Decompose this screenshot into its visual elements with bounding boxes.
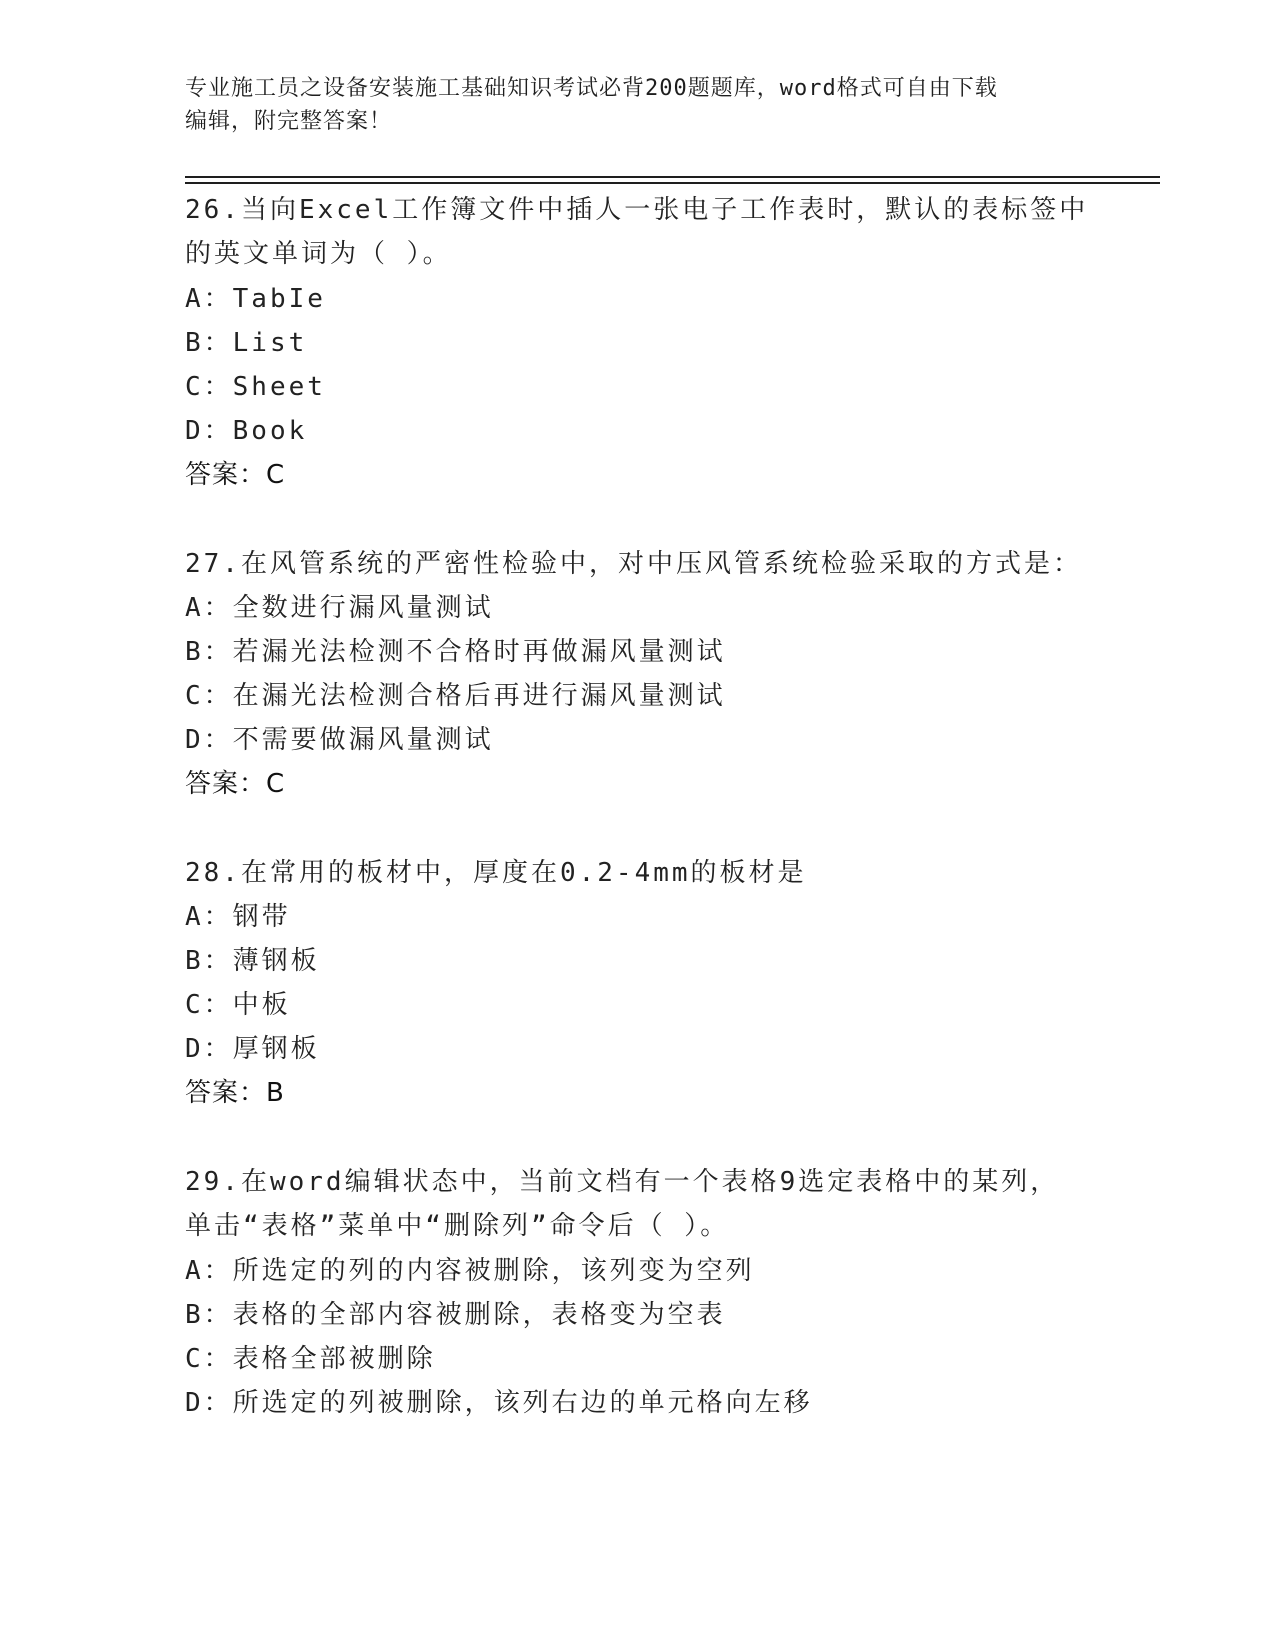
header-line-1: 专业施工员之设备安装施工基础知识考试必背200题题库，word格式可自由下载 (185, 76, 998, 101)
question-27-option-b: B：若漏光法检测不合格时再做漏风量测试 (185, 637, 726, 667)
question-27-option-d: D：不需要做漏风量测试 (185, 725, 494, 755)
question-27-option-c: C：在漏光法检测合格后再进行漏风量测试 (185, 681, 726, 711)
question-26-stem-line-1: 26.当向Excel工作簿文件中插人一张电子工作表时，默认的表标签中 (185, 195, 1089, 225)
question-28-stem-line-1: 28.在常用的板材中，厚度在0.2-4mm的板材是 (185, 858, 807, 888)
question-26-option-a: A：TabIe (185, 284, 326, 314)
question-27-stem-line-1: 27.在风管系统的严密性检验中，对中压风管系统检验采取的方式是： (185, 549, 1082, 579)
question-28-option-d: D：厚钢板 (185, 1034, 320, 1064)
question-26-stem-line-2: 的英文单词为（ ）。 (185, 239, 452, 269)
question-29-option-a: A：所选定的列的内容被删除，该列变为空列 (185, 1256, 755, 1286)
question-27-answer: 答案：C (185, 769, 286, 799)
question-29-option-c: C：表格全部被删除 (185, 1344, 436, 1374)
question-26-option-c: C：Sheet (185, 372, 326, 402)
question-27-option-a: A：全数进行漏风量测试 (185, 593, 494, 623)
question-26-option-b: B：List (185, 328, 308, 358)
question-26-option-d: D：Book (185, 416, 308, 446)
question-29-stem-line-2: 单击“表格”菜单中“删除列”命令后（ ）。 (185, 1211, 730, 1241)
question-28-option-a: A：钢带 (185, 902, 291, 932)
question-29-option-b: B：表格的全部内容被删除，表格变为空表 (185, 1300, 726, 1330)
header-line-2: 编辑，附完整答案！ (185, 109, 393, 134)
header-divider-top (185, 176, 1160, 178)
question-29-stem-line-1: 29.在word编辑状态中，当前文档有一个表格9选定表格中的某列， (185, 1167, 1060, 1197)
question-29-option-d: D：所选定的列被删除，该列右边的单元格向左移 (185, 1388, 813, 1418)
question-28-answer: 答案：B (185, 1078, 285, 1108)
question-28-option-c: C：中板 (185, 990, 291, 1020)
header-divider-bottom (185, 182, 1160, 184)
document-header (185, 72, 1085, 138)
question-26-answer: 答案：C (185, 460, 286, 490)
question-28-option-b: B：薄钢板 (185, 946, 320, 976)
